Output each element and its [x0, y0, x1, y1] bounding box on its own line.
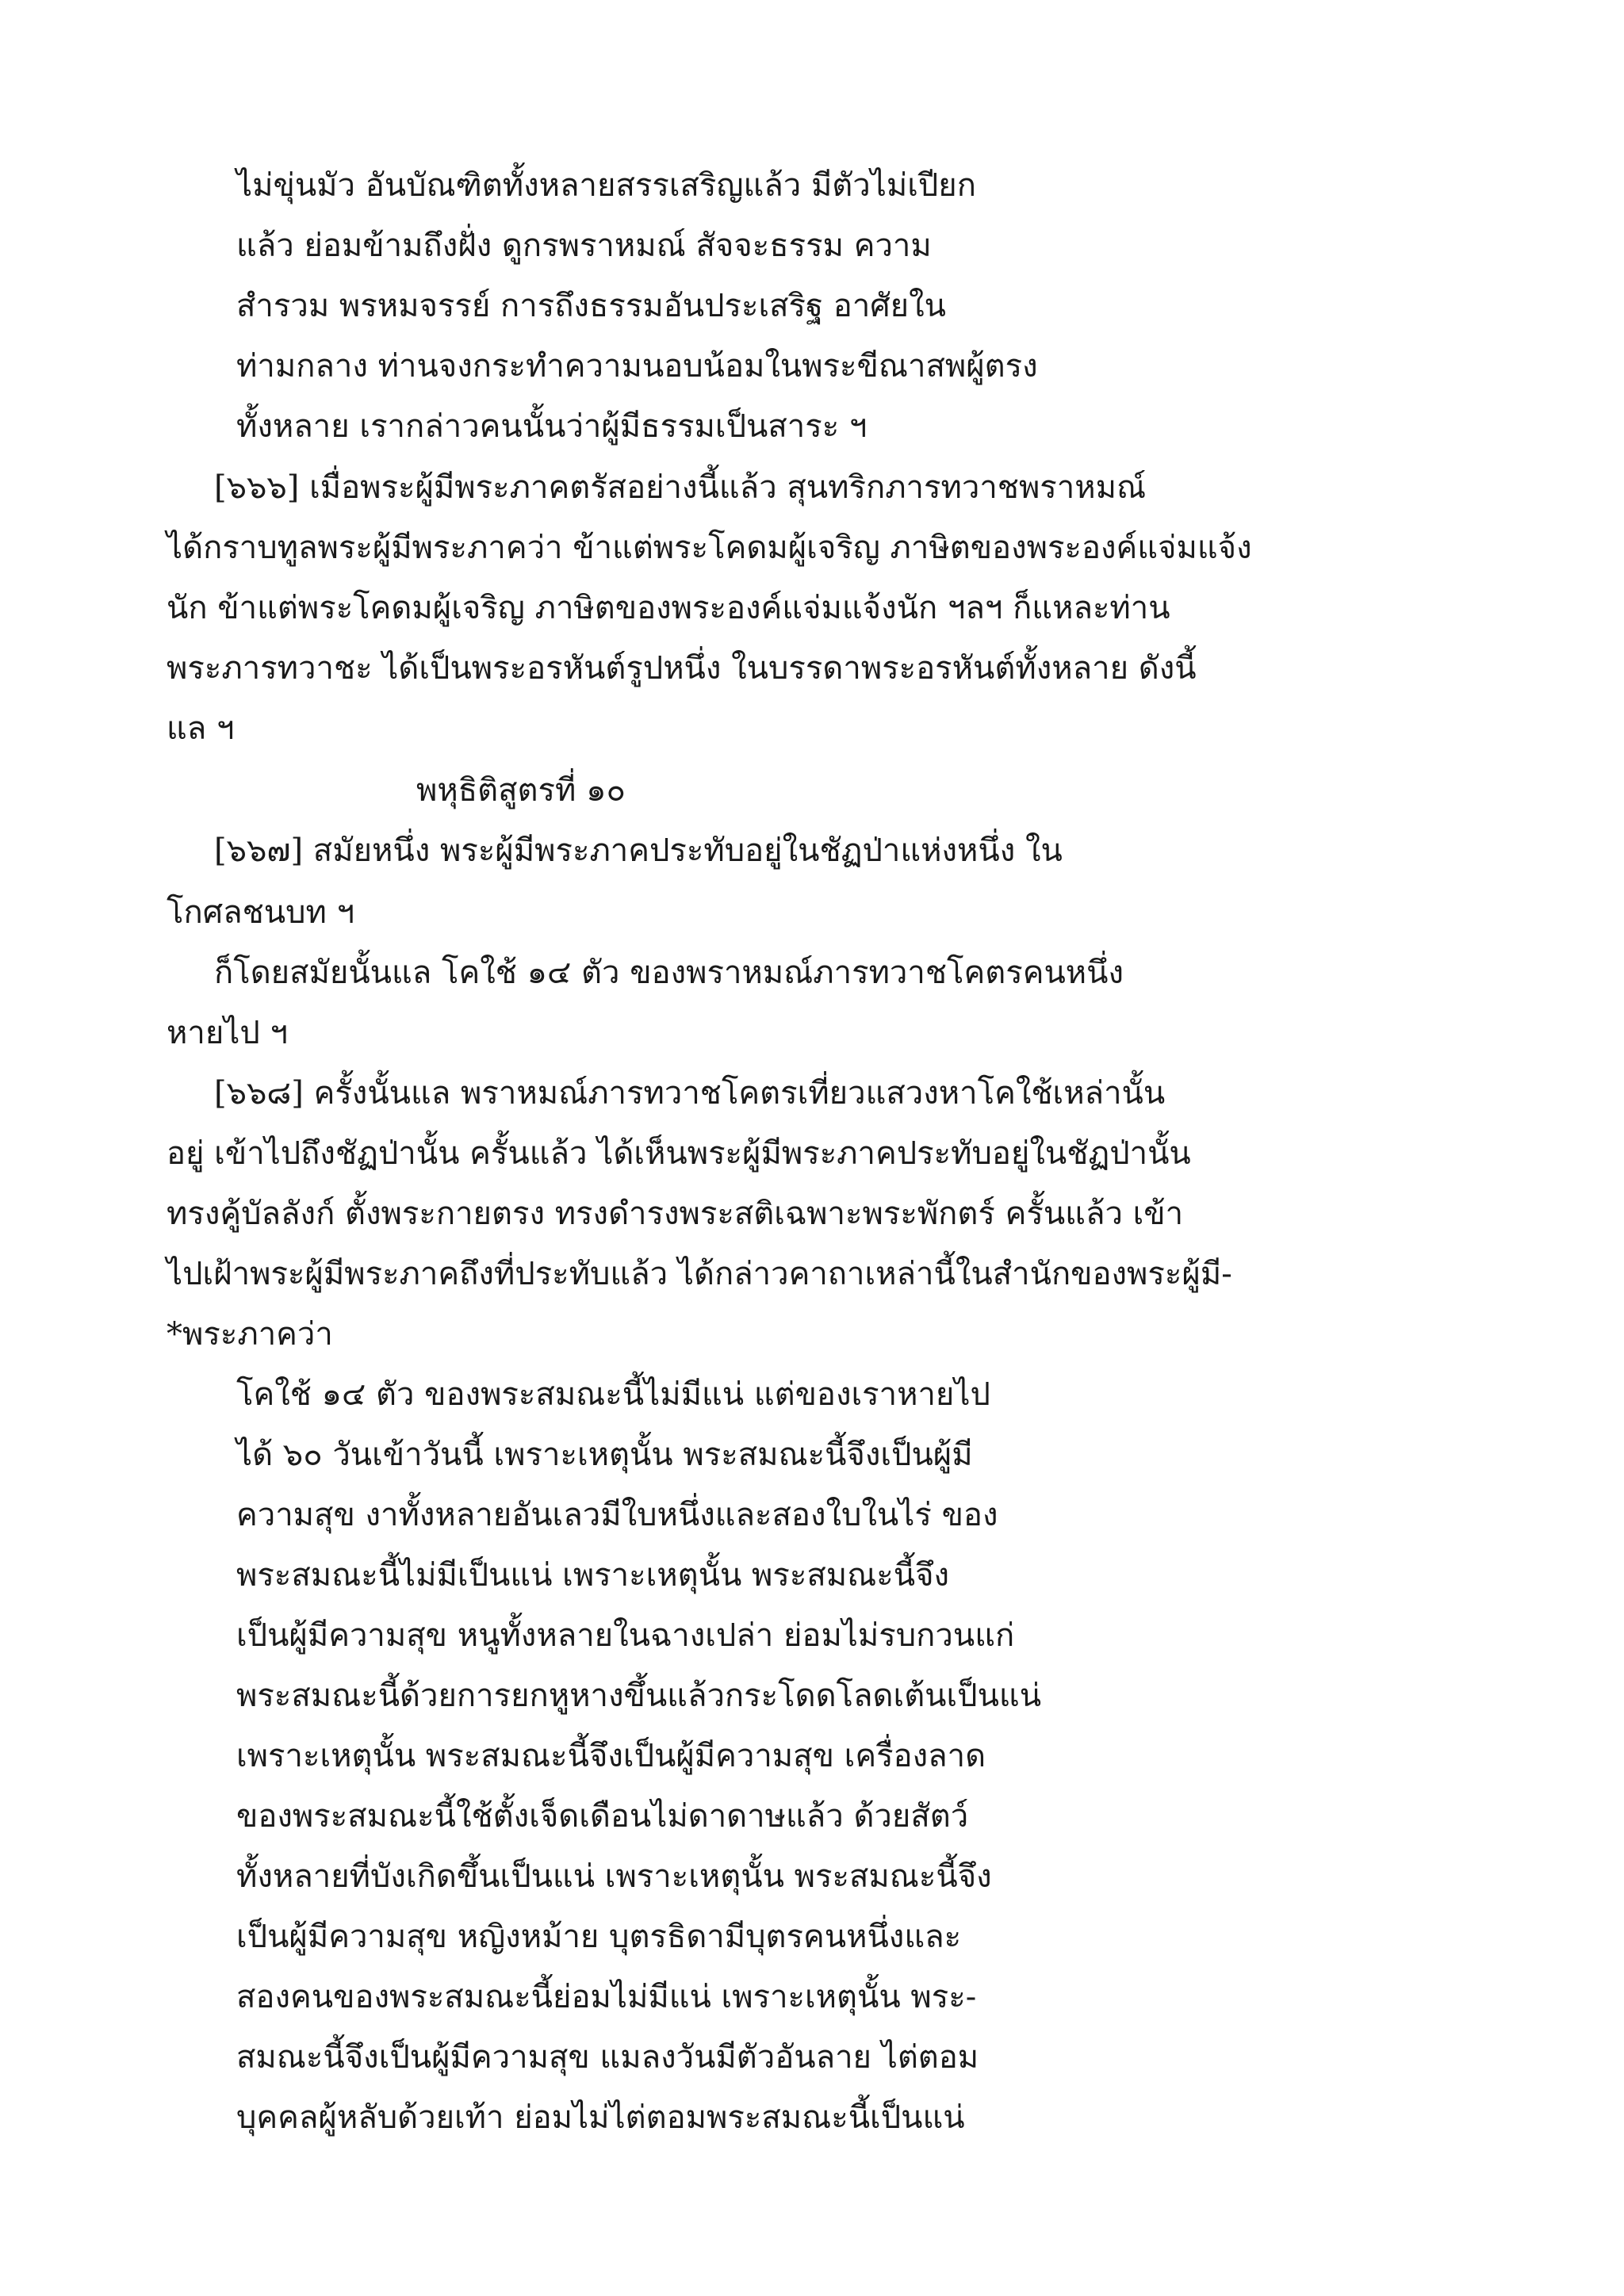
verse-line: เป็นผู้มีความสุข หญิงหม้าย บุตรธิดามีบุตรคนหนึ่งและ	[236, 1919, 962, 1955]
section-title: พหุธิติสูตรที่ ๑๐	[416, 772, 626, 809]
paragraph-line: โกศลชนบท ฯ	[167, 894, 355, 931]
paragraph-line: ไปเฝ้าพระผู้มีพระภาคถึงที่ประทับแล้ว ได้กล่าวคาถาเหล่านี้ในสำนักของพระผู้มี-	[167, 1256, 1232, 1292]
verse-line: ทั้งหลาย เรากล่าวคนนั้นว่าผู้มีธรรมเป็นสาระ ฯ	[236, 408, 868, 445]
verse-line: เป็นผู้มีความสุข หนูทั้งหลายในฉางเปล่า ย่อมไม่รบกวนแก่	[236, 1617, 1015, 1654]
verse-line: พระสมณะนี้ด้วยการยกหูหางขึ้นแล้วกระโดดโลดเต้นเป็นแน่	[236, 1678, 1042, 1714]
verse-line: สมณะนี้จึงเป็นผู้มีความสุข แมลงวันมีตัวอันลาย ไต่ตอม	[236, 2039, 979, 2076]
paragraph-line: หายไป ฯ	[167, 1015, 288, 1051]
paragraph-line: ก็โดยสมัยนั้นแล โคใช้ ๑๔ ตัว ของพราหมณ์ภารทวาชโคตรคนหนึ่ง	[214, 955, 1124, 991]
verse-line: บุคคลผู้หลับด้วยเท้า ย่อมไม่ไต่ตอมพระสมณะนี้เป็นแน่	[236, 2099, 965, 2136]
verse-line: ท่ามกลาง ท่านจงกระทำความนอบน้อมในพระขีณาสพผู้ตรง	[236, 348, 1038, 385]
paragraph-668-start: [๖๖๘] ครั้งนั้นแล พราหมณ์ภารทวาชโคตรเที่ยวแสวงหาโคใช้เหล่านั้น	[214, 1075, 1166, 1112]
verse-line: โคใช้ ๑๔ ตัว ของพระสมณะนี้ไม่มีแน่ แต่ของเราหายไป	[236, 1376, 990, 1413]
verse-line: ของพระสมณะนี้ใช้ตั้งเจ็ดเดือนไม่ดาดาษแล้ว ด้วยสัตว์	[236, 1798, 969, 1835]
verse-line: สองคนของพระสมณะนี้ย่อมไม่มีแน่ เพราะเหตุนั้น พระ-	[236, 1979, 977, 2015]
verse-line: เพราะเหตุนั้น พระสมณะนี้จึงเป็นผู้มีความสุข เครื่องลาด	[236, 1738, 986, 1774]
paragraph-line: แล ฯ	[167, 710, 235, 747]
paragraph-line: ทรงคู้บัลลังก์ ตั้งพระกายตรง ทรงดำรงพระสติเฉพาะพระพักตร์ ครั้นแล้ว เข้า	[167, 1196, 1184, 1232]
paragraph-line: ได้กราบทูลพระผู้มีพระภาคว่า ข้าแต่พระโคดมผู้เจริญ ภาษิตของพระองค์แจ่มแจ้ง	[167, 530, 1252, 566]
verse-line: สำรวม พรหมจรรย์ การถึงธรรมอันประเสริฐ อาศัยใน	[236, 288, 946, 324]
paragraph-666-start: [๖๖๖] เมื่อพระผู้มีพระภาคตรัสอย่างนี้แล้ว สุนทริกภารทวาชพราหมณ์	[214, 469, 1147, 506]
verse-line: ความสุข งาทั้งหลายอันเลวมีใบหนึ่งและสองใบในไร่ ของ	[236, 1497, 998, 1533]
verse-line: ทั้งหลายที่บังเกิดขึ้นเป็นแน่ เพราะเหตุนั้น พระสมณะนี้จึง	[236, 1858, 992, 1895]
verse-line: แล้ว ย่อมข้ามถึงฝั่ง ดูกรพราหมณ์ สัจจะธรรม ความ	[236, 228, 932, 264]
paragraph-line: อยู่ เข้าไปถึงชัฏป่านั้น ครั้นแล้ว ได้เห็นพระผู้มีพระภาคประทับอยู่ในชัฏป่านั้น	[167, 1135, 1191, 1172]
verse-line: พระสมณะนี้ไม่มีเป็นแน่ เพราะเหตุนั้น พระสมณะนี้จึง	[236, 1557, 950, 1594]
paragraph-667-start: [๖๖๗] สมัยหนึ่ง พระผู้มีพระภาคประทับอยู่ในชัฏป่าแห่งหนึ่ง ใน	[214, 832, 1063, 869]
paragraph-line: พระภารทวาชะ ได้เป็นพระอรหันต์รูปหนึ่ง ในบรรดาพระอรหันต์ทั้งหลาย ดังนี้	[167, 650, 1197, 687]
paragraph-line: นัก ข้าแต่พระโคดมผู้เจริญ ภาษิตของพระองค์แจ่มแจ้งนัก ฯลฯ ก็แหละท่าน	[167, 590, 1170, 626]
verse-line: ได้ ๖๐ วันเข้าวันนี้ เพราะเหตุนั้น พระสมณะนี้จึงเป็นผู้มี	[236, 1437, 973, 1473]
paragraph-line: *พระภาคว่า	[167, 1316, 333, 1353]
verse-line: ไม่ขุ่นมัว อันบัณฑิตทั้งหลายสรรเสริญแล้ว มีตัวไม่เปียก	[236, 167, 976, 204]
